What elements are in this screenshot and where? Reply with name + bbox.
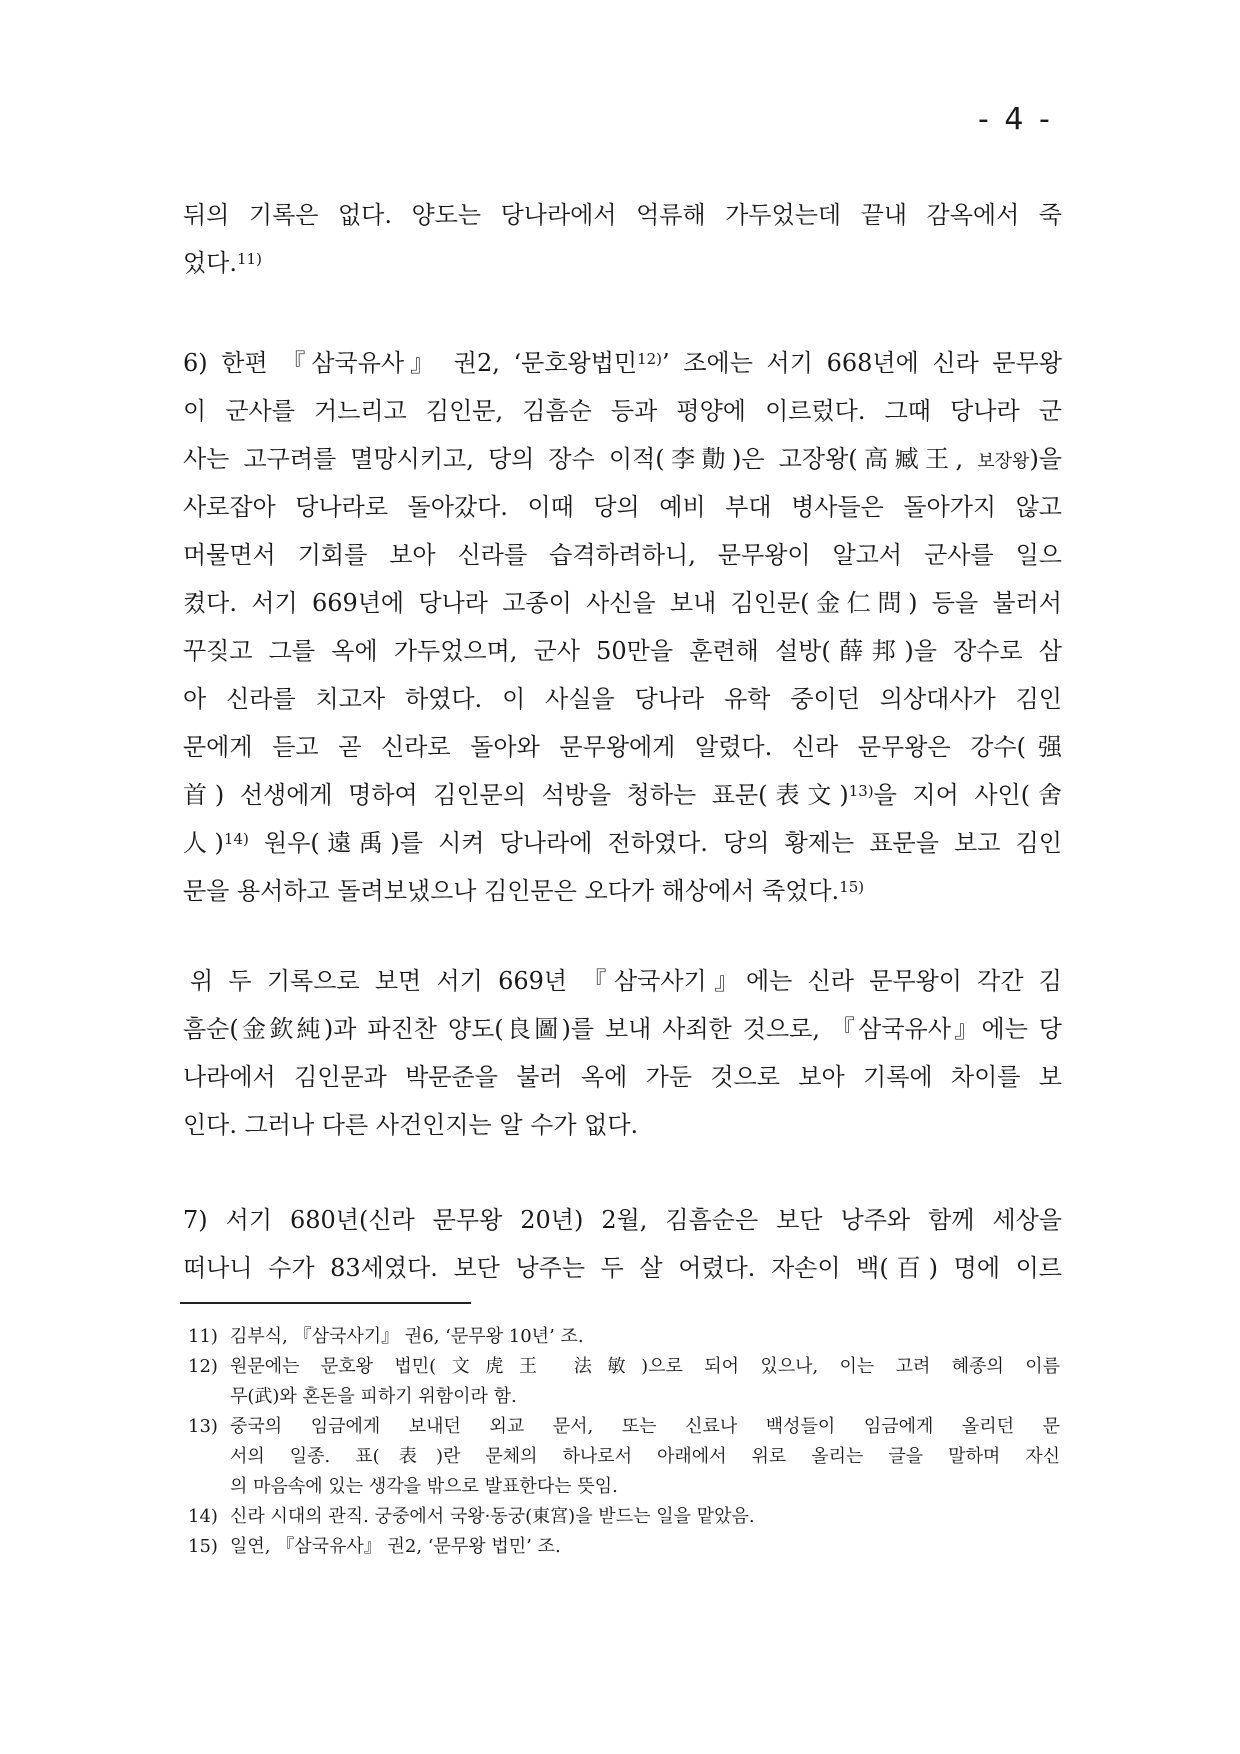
body-line xyxy=(183,819,1062,867)
footnote-number-spacer xyxy=(188,1382,230,1412)
footnote-ref: 12) xyxy=(637,350,663,368)
footnote-text: 신라 시대의 관직. 궁중에서 국왕·동궁(東宮)을 받드는 일을 맡았음. xyxy=(230,1506,755,1527)
footnote-number-spacer xyxy=(188,1442,230,1472)
footnote-text: 원문에는 문호왕 법민(文虎王 法敏)으로 되어 있으나, 이는 고려 혜종의 이름 xyxy=(230,1356,1060,1377)
footnote-ref: 13) xyxy=(848,782,874,800)
footnote-line xyxy=(188,1382,1060,1412)
footnote-text: 일연, 『삼국유사』 권2, ‘문무왕 법민’ 조. xyxy=(230,1536,561,1557)
body-line xyxy=(183,1196,1062,1244)
line-text: 6) 한편 『삼국유사』 권2, ‘문호왕법민 xyxy=(183,349,638,377)
footnote-number: 14) xyxy=(188,1506,218,1527)
body-line xyxy=(183,339,1062,387)
body-line xyxy=(183,957,1062,1005)
footnote-ref: 14) xyxy=(223,830,249,848)
page-number: - 4 - xyxy=(978,102,1050,137)
line-text: 사로잡아 당나라로 돌아갔다. 이때 당의 예비 부대 병사들은 돌아가지 않고 xyxy=(183,493,1062,521)
body-line xyxy=(183,483,1062,531)
line-text: ’ 조에는 서기 668년에 신라 문무왕 xyxy=(662,349,1062,377)
line-text: 떠나니 수가 83세였다. 보단 낭주는 두 살 어렸다. 자손이 백(百) 명에 이르 xyxy=(183,1254,1062,1282)
body-line xyxy=(183,435,1062,483)
small-annotation: 보장왕 xyxy=(977,451,1030,472)
line-text: )을 xyxy=(1029,445,1062,473)
body-line xyxy=(183,1244,1062,1292)
footnote-text: 중국의 임금에게 보내던 외교 문서, 또는 신료나 백성들이 임금에게 올리던 문 xyxy=(230,1416,1060,1437)
footnote-line xyxy=(188,1412,1060,1442)
footnote-text: 서의 일종. 표(表)란 문체의 하나로서 아래에서 위로 올리는 글을 말하며 자신 xyxy=(230,1446,1060,1467)
body-line xyxy=(183,1053,1062,1101)
footnote-number: 11) xyxy=(188,1326,218,1347)
line-text: 뒤의 기록은 없다. 양도는 당나라에서 억류해 가두었는데 끝내 감옥에서 죽 xyxy=(183,201,1062,229)
body-line xyxy=(183,1101,1062,1149)
body-line xyxy=(183,579,1062,627)
line-text: 아 신라를 치고자 하였다. 이 사실을 당나라 유학 중이던 의상대사가 김인 xyxy=(183,685,1062,713)
footnotes xyxy=(188,1322,1060,1562)
footnote-ref: 15) xyxy=(839,878,865,896)
footnote-number: 12) xyxy=(188,1356,218,1377)
line-text: 7) 서기 680년(신라 문무왕 20년) 2월, 김흠순은 보단 낭주와 함께 세상을 xyxy=(183,1206,1062,1234)
body-line xyxy=(183,723,1062,771)
footnote-line xyxy=(188,1352,1060,1382)
line-text: 위 두 기록으로 보면 서기 669년 『삼국사기』에는 신라 문무왕이 각간 김 xyxy=(190,967,1062,995)
body-line xyxy=(183,239,1062,287)
footnote-text: 김부식, 『삼국사기』 권6, ‘문무왕 10년’ 조. xyxy=(230,1326,584,1347)
footnote-number: 13) xyxy=(188,1416,218,1437)
line-text: 원우(遠禹)를 시켜 당나라에 전하였다. 당의 황제는 표문을 보고 김인 xyxy=(248,829,1062,857)
footnote-number: 15) xyxy=(188,1536,218,1557)
paragraph xyxy=(183,957,1062,1149)
body-line xyxy=(183,675,1062,723)
line-text: 인다. 그러나 다른 사건인지는 알 수가 없다. xyxy=(183,1111,639,1139)
line-text: 사는 고구려를 멸망시키고, 당의 장수 이적(李勣)은 고장왕(高臧王, xyxy=(183,445,978,473)
line-text: 문에게 듣고 곧 신라로 돌아와 문무왕에게 알렸다. 신라 문무왕은 강수(强 xyxy=(183,733,1062,761)
paragraph xyxy=(183,191,1062,287)
footnote-line xyxy=(188,1472,1060,1502)
body-line xyxy=(183,867,1062,915)
footnote-line xyxy=(188,1532,1060,1562)
footnote-text: 무(武)와 혼돈을 피하기 위함이라 함. xyxy=(230,1386,517,1407)
footnote-text: 의 마음속에 있는 생각을 밖으로 발표한다는 뜻임. xyxy=(230,1476,618,1497)
line-text: 켰다. 서기 669년에 당나라 고종이 사신을 보내 김인문(金仁問) 등을 불러서 xyxy=(183,589,1062,617)
footnote-number-spacer xyxy=(188,1472,230,1502)
line-text: 었다. xyxy=(183,249,237,277)
footnote-line xyxy=(188,1442,1060,1472)
footnote-line xyxy=(188,1322,1060,1352)
line-text: 首) 선생에게 명하여 김인문의 석방을 청하는 표문(表文) xyxy=(183,781,849,809)
line-text: 나라에서 김인문과 박문준을 불러 옥에 가둔 것으로 보아 기록에 차이를 보 xyxy=(183,1063,1062,1091)
footnote-rule xyxy=(180,1302,471,1304)
body-line xyxy=(183,1005,1062,1053)
body-line xyxy=(183,627,1062,675)
line-text: 흠순(金欽純)과 파진찬 양도(良圖)를 보내 사죄한 것으로, 『삼국유사』에는 당 xyxy=(183,1015,1062,1043)
body-line xyxy=(183,387,1062,435)
line-text: 꾸짖고 그를 옥에 가두었으며, 군사 50만을 훈련해 설방(薛邦)을 장수로 삼 xyxy=(183,637,1062,665)
paragraph xyxy=(183,339,1062,915)
body-line xyxy=(183,531,1062,579)
body-line xyxy=(183,771,1062,819)
footnote-line xyxy=(188,1502,1060,1532)
line-text: 人) xyxy=(183,829,224,857)
body-line xyxy=(183,191,1062,239)
line-text: 문을 용서하고 돌려보냈으나 김인문은 오다가 해상에서 죽었다. xyxy=(183,877,840,905)
line-text: 을 지어 사인(舍 xyxy=(873,781,1062,809)
paragraph xyxy=(183,1196,1062,1292)
line-text: 이 군사를 거느리고 김인문, 김흠순 등과 평양에 이르렀다. 그때 당나라 군 xyxy=(183,397,1062,425)
footnote-ref: 11) xyxy=(237,250,262,268)
line-text: 머물면서 기회를 보아 신라를 습격하려하니, 문무왕이 알고서 군사를 일으 xyxy=(183,541,1062,569)
